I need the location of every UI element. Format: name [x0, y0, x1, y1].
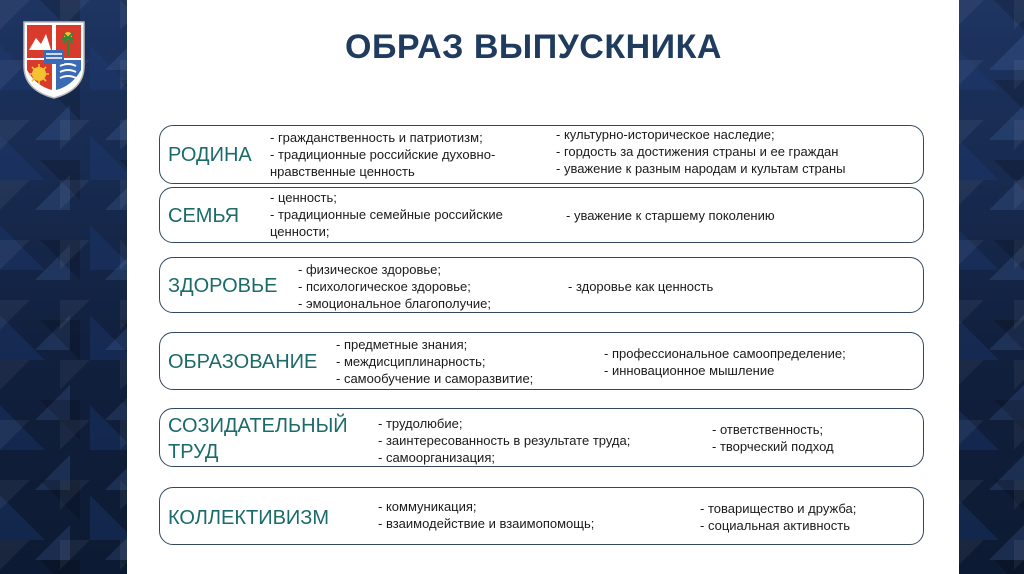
list-item: - профессиональное самоопределение;	[604, 346, 846, 361]
row-label-line: СОЗИДАТЕЛЬНЫЙ	[168, 415, 348, 437]
list-item: - самообучение и саморазвитие;	[336, 371, 534, 386]
list-item: - междисциплинарность;	[336, 354, 486, 369]
list-item: - традиционные семейные российские	[270, 207, 503, 222]
list-item: - физическое здоровье;	[298, 262, 441, 277]
list-item: - гражданственность и патриотизм;	[270, 130, 483, 145]
list-item: нравственные ценность	[270, 164, 415, 179]
row-column-1	[270, 189, 503, 240]
list-item: - психологическое здоровье;	[298, 279, 471, 294]
list-item: - инновационное мышление	[604, 363, 775, 378]
page-title: ОБРАЗ ВЫПУСКНИКА	[345, 28, 722, 66]
right-background-panel	[954, 0, 1024, 574]
list-item: - здоровье как ценность	[568, 279, 714, 294]
list-item: - эмоциональное благополучие;	[298, 296, 492, 311]
row-column-2	[568, 278, 713, 295]
list-item: - трудолюбие;	[378, 416, 463, 431]
row-label	[168, 203, 239, 229]
list-item: - уважение к разным народам и культам страны	[556, 161, 846, 176]
list-item: - заинтересованность в результате труда;	[378, 433, 631, 448]
list-item: - предметные знания;	[336, 337, 468, 352]
list-item: ценности;	[270, 224, 330, 239]
row-kollektivizm	[159, 487, 924, 545]
row-semya	[159, 187, 924, 243]
row-column-2	[712, 421, 834, 455]
row-column-2	[700, 500, 856, 534]
row-label-line: ТРУД	[168, 441, 219, 463]
list-item: - социальная активность	[700, 518, 850, 533]
list-item: - традиционные российские духовно-	[270, 147, 496, 162]
row-column-2	[566, 207, 775, 224]
list-item: - товарищество и дружба;	[700, 501, 857, 516]
row-column-1	[298, 261, 491, 312]
row-label	[168, 349, 317, 375]
list-item: - ответственность;	[712, 422, 824, 437]
city-emblem-logo	[22, 20, 86, 100]
row-column-2	[556, 126, 846, 177]
list-item: - культурно-историческое наследие;	[556, 127, 775, 142]
list-item: - ценность;	[270, 190, 337, 205]
row-label	[168, 413, 348, 465]
list-item: - самоорганизация;	[378, 450, 495, 465]
row-column-1	[336, 336, 533, 387]
list-item: - творческий подход	[712, 439, 834, 454]
row-column-2	[604, 345, 846, 379]
list-item: - коммуникация;	[378, 499, 477, 514]
list-item: - гордость за достижения страны и ее граждан	[556, 144, 839, 159]
row-label-line: ОБРАЗОВАНИЕ	[168, 351, 318, 373]
row-label	[168, 142, 252, 168]
row-label	[168, 505, 329, 531]
row-rodina	[159, 125, 924, 184]
row-label-line: РОДИНА	[168, 144, 252, 166]
row-sozidatelny-trud	[159, 408, 924, 467]
list-item: - взаимодействие и взаимопомощь;	[378, 516, 595, 531]
row-column-1	[378, 498, 594, 532]
row-zdorovye	[159, 257, 924, 313]
list-item: - уважение к старшему поколению	[566, 208, 775, 223]
row-label-line: КОЛЛЕКТИВИЗМ	[168, 507, 330, 529]
row-label	[168, 273, 277, 299]
row-obrazovanie	[159, 332, 924, 390]
row-label-line: ЗДОРОВЬЕ	[168, 275, 278, 297]
row-column-1	[378, 415, 630, 466]
row-column-1	[270, 129, 495, 180]
row-label-line: СЕМЬЯ	[168, 205, 240, 227]
